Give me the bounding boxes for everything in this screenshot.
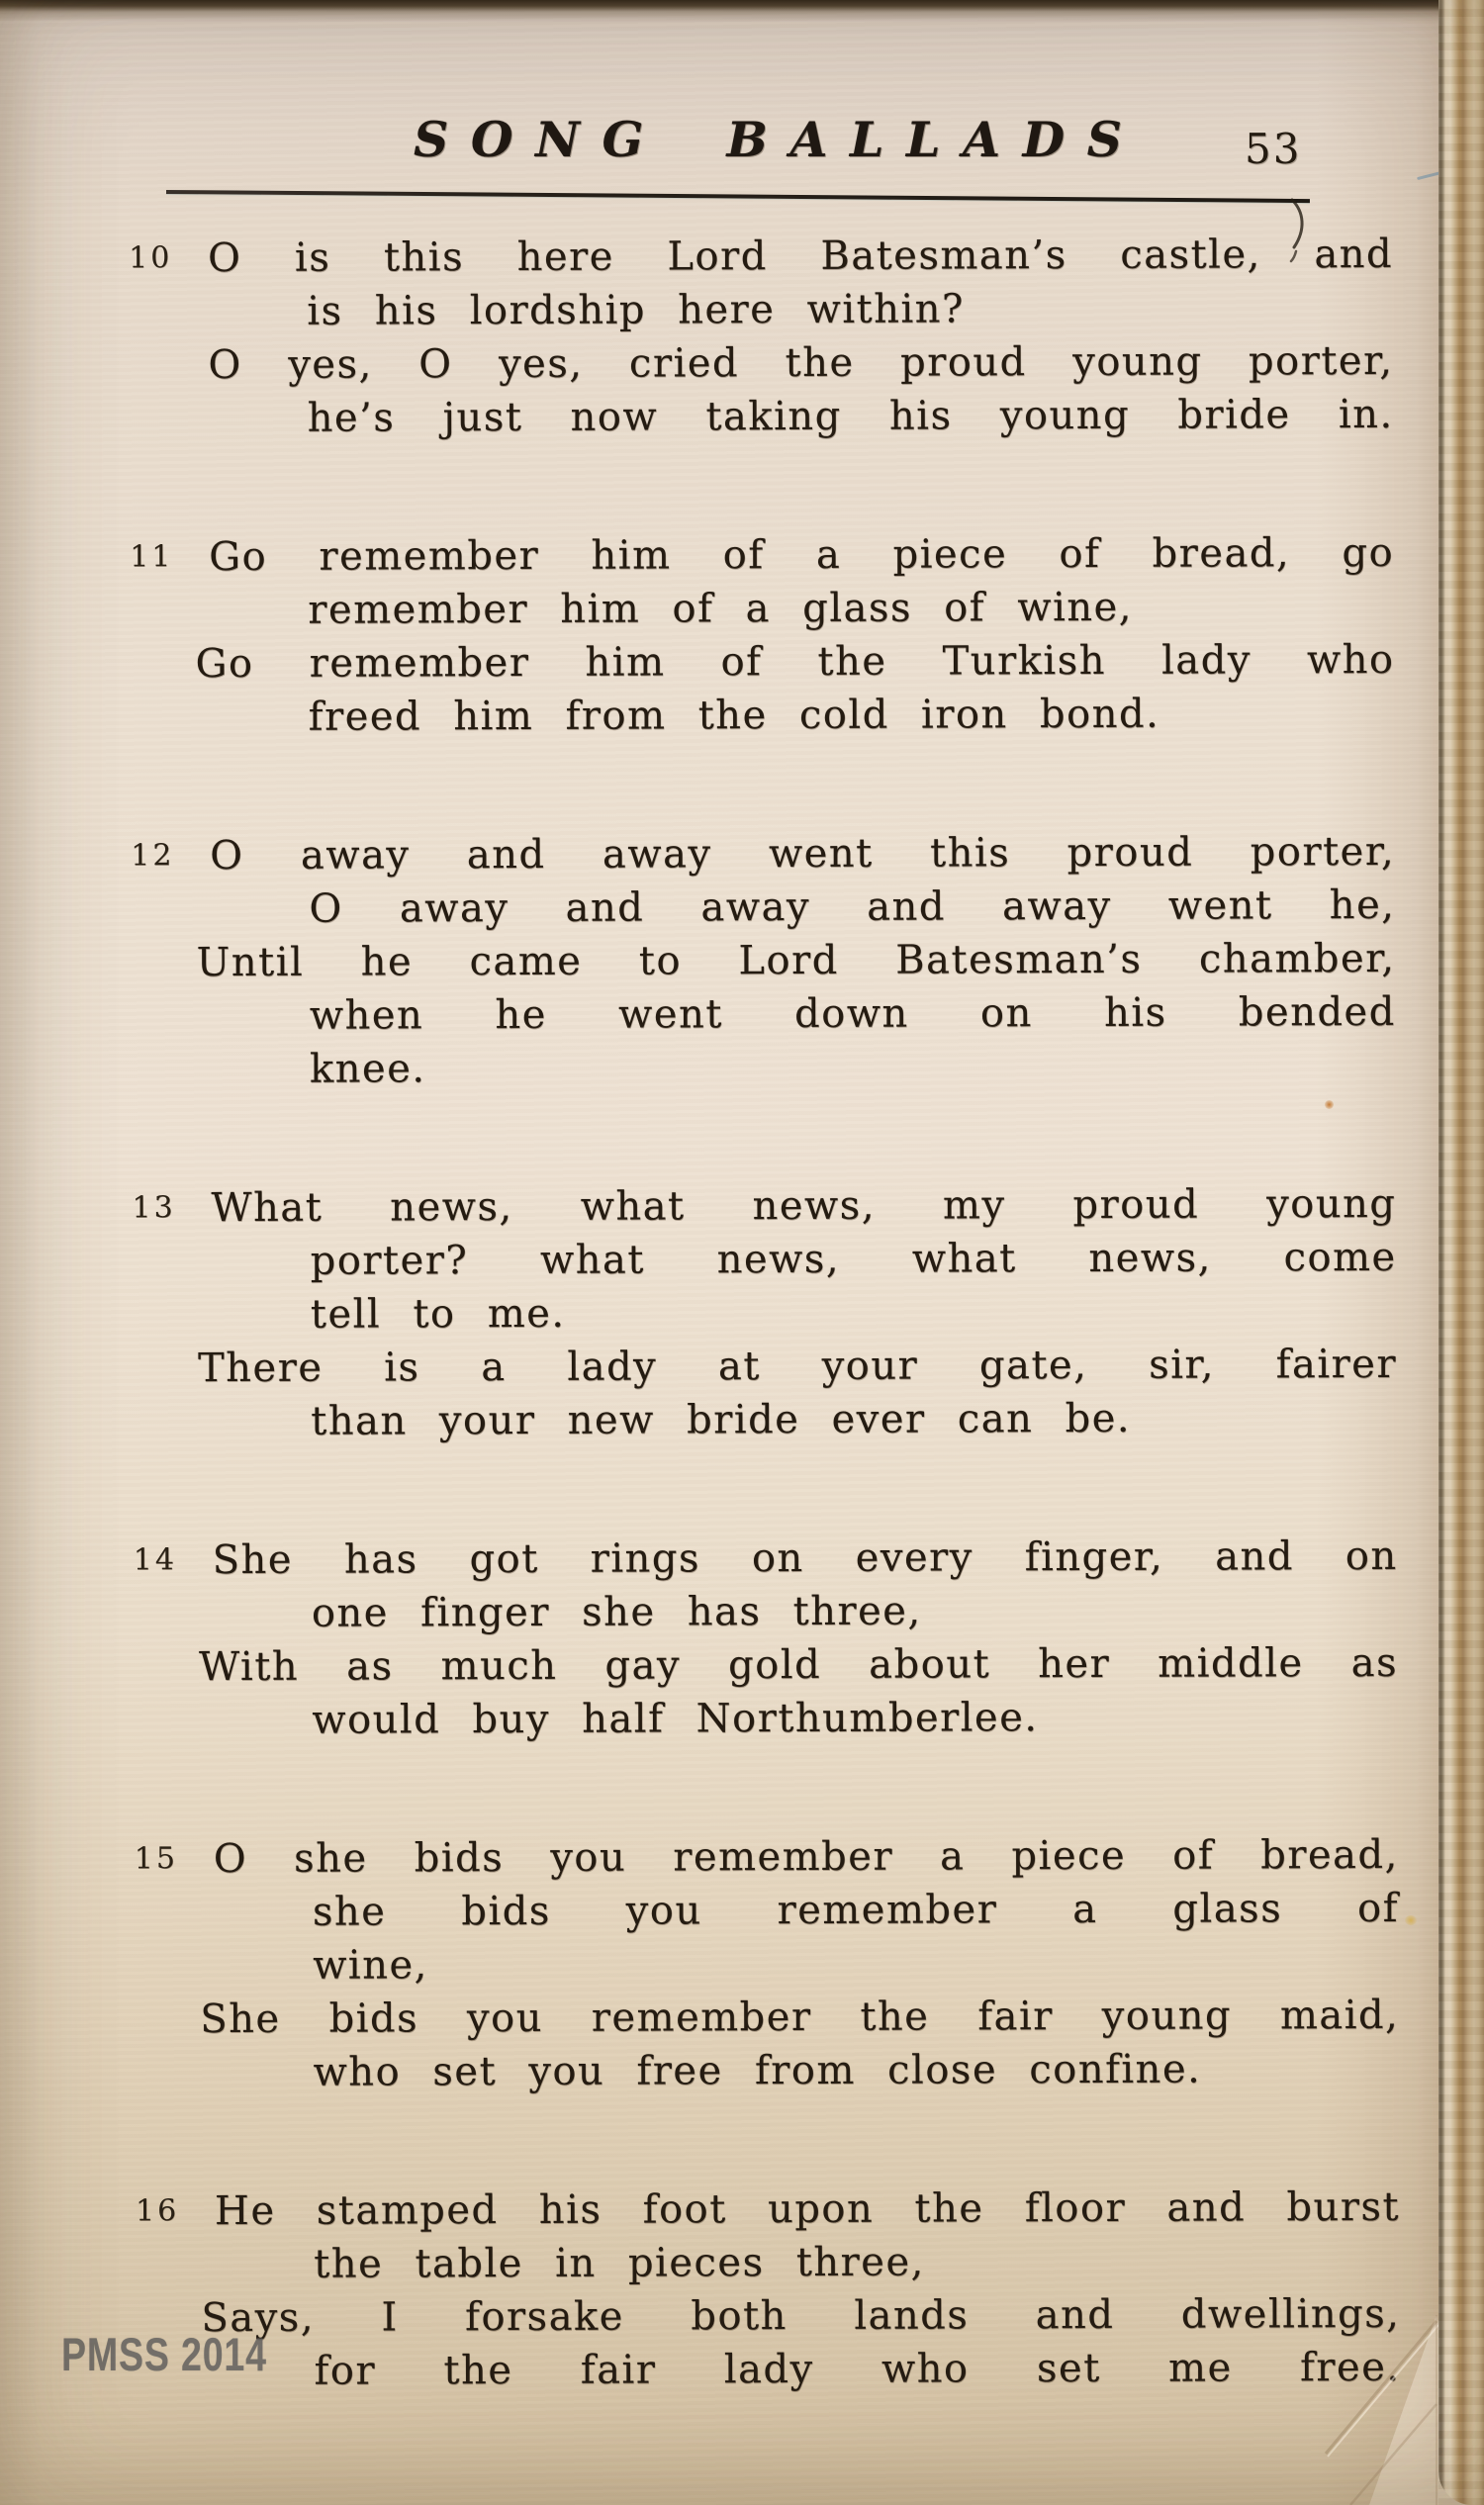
verse-line: knee. bbox=[309, 1046, 426, 1092]
book-binding-texture bbox=[1438, 0, 1484, 2505]
verse-line: Until he came to Lord Batesman’s chamber, bbox=[196, 935, 1396, 986]
verse-line: tell to me. bbox=[310, 1290, 566, 1338]
verse-line: wine, bbox=[313, 1942, 428, 1989]
verse-line: when he went down on his bended bbox=[309, 988, 1396, 1039]
verse-line: for the fair lady who set me free. bbox=[314, 2344, 1401, 2394]
verse-line: She bids you remember the fair young maid, bbox=[200, 1992, 1400, 2043]
verse-line: Says, I forsake both lands and dwellings, bbox=[201, 2290, 1401, 2342]
verse-14 bbox=[133, 1530, 1399, 1747]
verse-line: porter? what news, what news, come bbox=[310, 1234, 1397, 1284]
verse-number: 13 bbox=[132, 1190, 176, 1226]
verse-line: With as much gay gold about her middle as bbox=[199, 1639, 1399, 1691]
verse-line: would buy half Northumberlee. bbox=[312, 1695, 1039, 1743]
verse-line: who set you free from close confine. bbox=[313, 2046, 1202, 2095]
header-rule bbox=[166, 190, 1310, 203]
paper-speck bbox=[1325, 1100, 1334, 1109]
verse-number: 15 bbox=[134, 1841, 179, 1877]
verse-line: O away and away and away went he, bbox=[309, 881, 1396, 932]
verse-line: Go remember him of a piece of bread, go bbox=[209, 529, 1395, 581]
scan-top-edge bbox=[0, 0, 1484, 22]
verse-number: 16 bbox=[135, 2193, 180, 2229]
verse-15 bbox=[134, 1828, 1400, 2099]
verse-13 bbox=[132, 1177, 1398, 1448]
page-title: SONG BALLADS bbox=[414, 111, 1145, 168]
verse-line: O yes, O yes, cried the proud young porter, bbox=[208, 337, 1394, 389]
verse-number: 14 bbox=[133, 1542, 177, 1578]
verse-line: is his lordship here within? bbox=[307, 286, 966, 334]
verse-line: What news, what news, my proud young bbox=[211, 1180, 1397, 1232]
verse-line: O is this here Lord Batesman’s castle, and bbox=[208, 231, 1394, 282]
verse-line: There is a lady at your gate, sir, fairer bbox=[197, 1341, 1398, 1392]
verse-line: She has got rings on every finger, and on bbox=[212, 1532, 1398, 1584]
verse-line: He stamped his foot upon the floor and burst bbox=[214, 2183, 1401, 2235]
watermark: PMSS 2014 bbox=[61, 2328, 267, 2380]
page-number: 53 bbox=[1245, 125, 1302, 173]
verse-number: 11 bbox=[130, 539, 174, 575]
verse-line: one finger she has three, bbox=[311, 1588, 922, 1636]
verse-number: 12 bbox=[131, 838, 175, 874]
verse-line: O she bids you remember a piece of bread, bbox=[213, 1831, 1399, 1883]
verse-line: O away and away went this proud porter, bbox=[210, 828, 1396, 880]
verse-line: Go remember him of the Turkish lady who bbox=[195, 636, 1395, 688]
verse-11 bbox=[130, 526, 1395, 744]
verse-line: the table in pieces three, bbox=[314, 2239, 925, 2287]
paper-speck bbox=[1405, 1915, 1417, 1925]
verse-line: remember him of a glass of wine, bbox=[308, 584, 1134, 633]
verse-10 bbox=[129, 228, 1394, 445]
verse-line: he’s just now taking his young bride in. bbox=[307, 391, 1394, 441]
verse-12 bbox=[131, 825, 1396, 1096]
verse-line: freed him from the cold iron bond. bbox=[308, 691, 1160, 740]
verse-number: 10 bbox=[129, 240, 173, 276]
verse-line: than your new bride ever can be. bbox=[311, 1395, 1132, 1444]
verse-line: she bids you remember a glass of bbox=[312, 1885, 1400, 1935]
